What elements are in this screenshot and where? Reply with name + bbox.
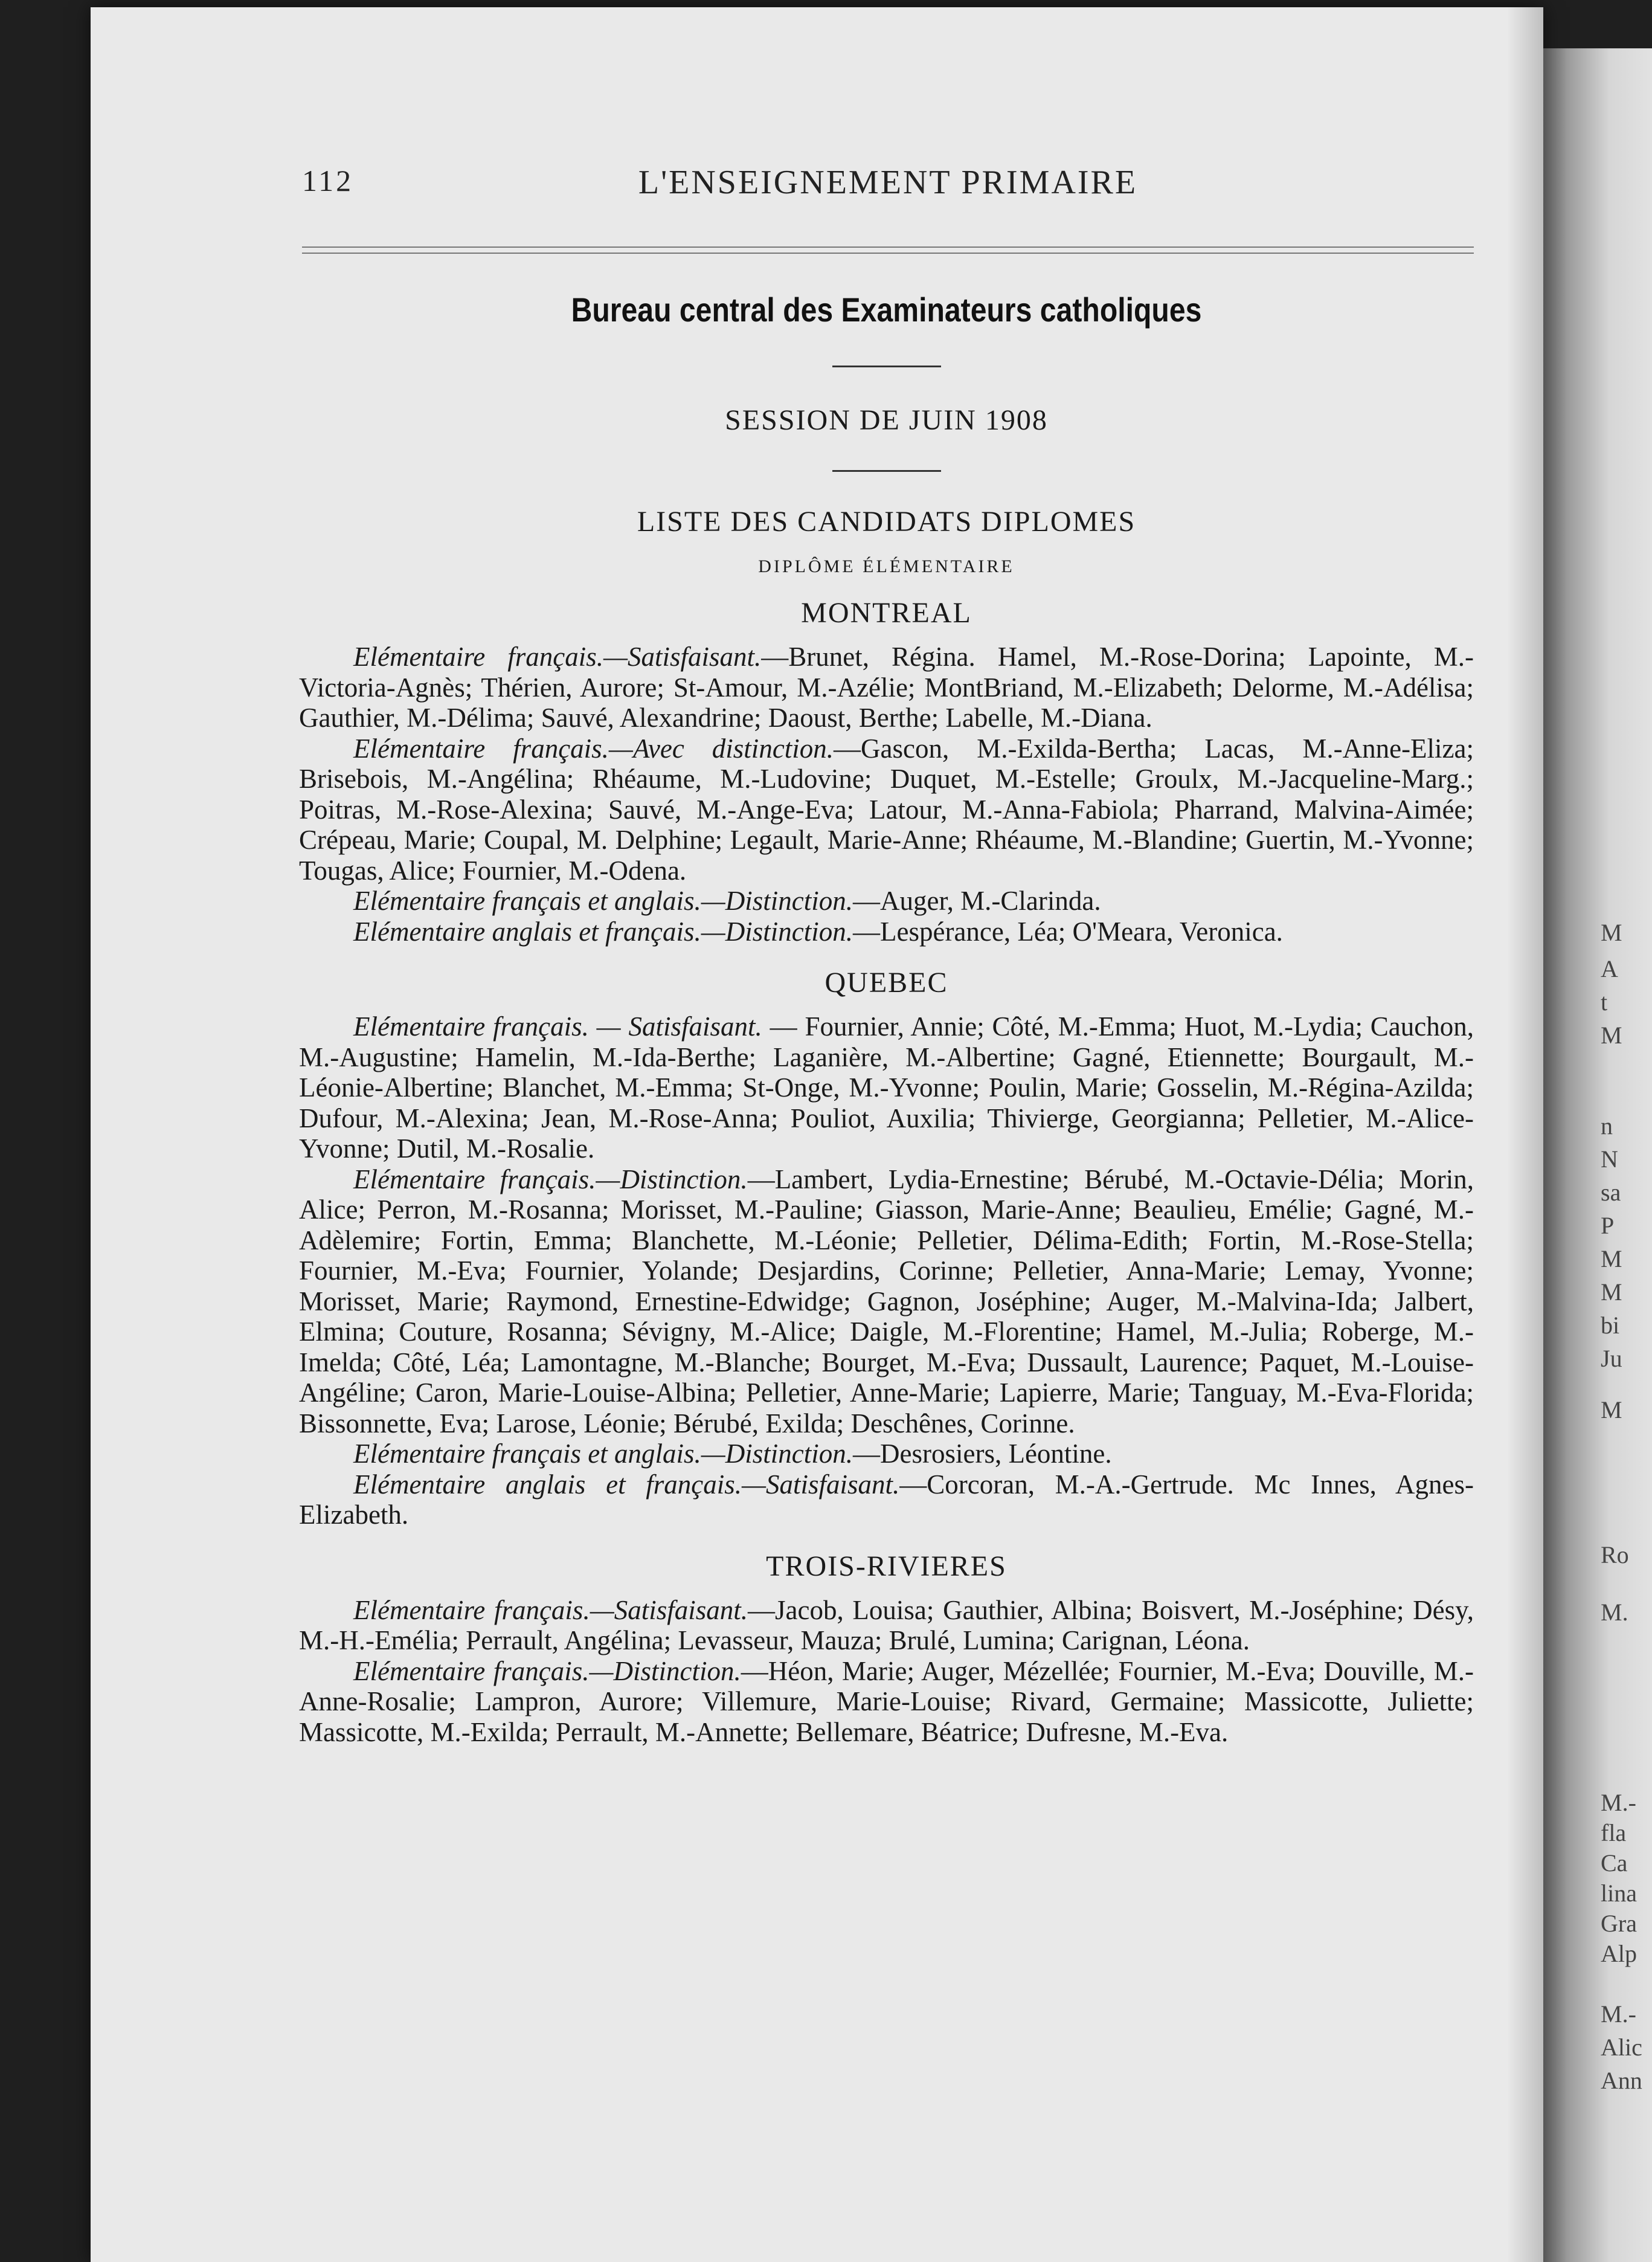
list-title: LISTE DES CANDIDATS DIPLOMES [637, 506, 1136, 538]
entry-names: —Desrosiers, Léontine. [853, 1439, 1112, 1469]
facing-fragment: Alic [1601, 2034, 1642, 2061]
list-entry [299, 733, 1474, 886]
facing-fragment: N [1601, 1146, 1618, 1173]
entry-names: —Brunet, Régina. Hamel, M.-Rose-Dorina; Lapointe, M.-Victoria-Agnès; Thérien, Aurore; St-Amour, M.-Azélie; MontBriand, M.-Elizabeth; Delorme, M.-Adélisa; Gauthier, M.-Délima; Sauvé, Alexandrine; Daoust, Berthe; Labelle, M.-Diana. [299, 642, 1474, 733]
facing-fragment: bi [1601, 1312, 1620, 1339]
entry-names: — Fournier, Annie; Côté, M.-Emma; Huot, M.-Lydia; Cauchon, M.-Augustine; Hamelin, M.-Ida-Berthe; Laganière, M.-Albertine; Gagné, Etiennette; Bourgault, M.-Léonie-Albertine; Blanchet, M.-Emma; St-Onge, M.-Yvonne; Poulin, Marie; Gosselin, M.-Régina-Azilda; Dufour, M.-Alexina; Jean, M.-Rose-Anna; Pouliot, Auxilia; Thivierge, Georgianna; Pelletier, M.-Alice-Yvonne; Dutil, M.-Rosalie. [299, 1011, 1474, 1164]
entry-names: —Corcoran, M.-A.-Gertrude. Mc Innes, Agnes-Elizabeth. [299, 1469, 1474, 1530]
facing-fragment: Gra [1601, 1910, 1637, 1937]
bureau-title: Bureau central des Examinateurs catholiques [571, 291, 1202, 329]
entry-category: Elémentaire anglais et français.—Satisfaisant. [353, 1469, 900, 1500]
facing-fragment: M.- [1601, 1789, 1636, 1816]
facing-fragment: M [1601, 919, 1622, 946]
city-heading-montreal: MONTREAL [801, 597, 972, 629]
main-content [299, 284, 1474, 1747]
list-entry [299, 1164, 1474, 1439]
facing-fragment: M. [1601, 1599, 1628, 1626]
facing-fragment: fla [1601, 1819, 1627, 1846]
facing-fragment: M.- [1601, 2000, 1636, 2028]
facing-fragment: M [1601, 1396, 1622, 1423]
entry-category: Elémentaire français.—Distinction. [353, 1164, 748, 1194]
entry-category: Elémentaire français et anglais.—Distinction. [353, 886, 853, 916]
facing-fragment: t [1601, 988, 1608, 1016]
list-entry [299, 886, 1474, 917]
facing-fragment: Ju [1601, 1345, 1622, 1372]
facing-fragment: Ca [1601, 1849, 1628, 1877]
entry-names: —Gascon, M.-Exilda-Bertha; Lacas, M.-Anne-Eliza; Brisebois, M.-Angélina; Rhéaume, M.-Ludovine; Duquet, M.-Estelle; Groulx, M.-Jacqueline-Marg.; Poitras, M.-Rose-Alexina; Sauvé, M.-Ange-Eva; Latour, M.-Anna-Fabiola; Pharrand, Malvina-Aimée; Crépeau, Marie; Coupal, M. Delphine; Legault, Marie-Anne; Rhéaume, M.-Blandine; Guertin, M.-Yvonne; Tougas, Alice; Fournier, M.-Odena. [299, 733, 1474, 886]
header-rule [302, 246, 1474, 254]
session-title: SESSION DE JUIN 1908 [725, 404, 1048, 436]
facing-fragment: A [1601, 955, 1618, 982]
list-entry [299, 917, 1474, 947]
list-entry [299, 1469, 1474, 1530]
facing-fragment: sa [1601, 1179, 1621, 1206]
facing-fragment: M [1601, 1278, 1622, 1306]
facing-fragment: Alp [1601, 1940, 1637, 1967]
facing-page-edge [1543, 48, 1652, 2262]
divider [832, 366, 941, 367]
entry-category: Elémentaire français.—Distinction. [353, 1655, 741, 1686]
page-number: 112 [302, 164, 354, 198]
facing-fragment: n [1601, 1112, 1613, 1139]
entry-category: Elémentaire français. — Satisfaisant. [353, 1011, 762, 1042]
facing-fragment: M [1601, 1245, 1622, 1272]
list-entry [299, 1595, 1474, 1656]
facing-fragment: M [1601, 1022, 1622, 1049]
running-title: L'ENSEIGNEMENT PRIMAIRE [638, 164, 1138, 201]
facing-fragment: P [1601, 1212, 1615, 1239]
entry-category: Elémentaire français et anglais.—Distinction. [353, 1439, 853, 1469]
divider [832, 470, 941, 472]
facing-fragment: lina [1601, 1880, 1637, 1907]
entry-category: Elémentaire français.—Avec distinction. [353, 733, 834, 764]
list-entry [299, 1439, 1474, 1469]
city-heading-quebec: QUEBEC [824, 967, 948, 999]
list-entry [299, 1011, 1474, 1164]
list-entry [299, 642, 1474, 733]
entry-category: Elémentaire anglais et français.—Distinction. [353, 916, 853, 947]
entry-names: —Lambert, Lydia-Ernestine; Bérubé, M.-Octavie-Délia; Morin, Alice; Perron, M.-Rosanna; Morisset, M.-Pauline; Giasson, Marie-Anne; Beaulieu, Emélie; Gagné, M.-Adèlemire; Fortin, Emma; Blanchette, M.-Léonie; Pelletier, Délima-Edith; Fortin, M.-Rose-Stella; Fournier, M.-Eva; Fournier, Yolande; Desjardins, Corinne; Pelletier, Anna-Marie; Lemay, Yvonne; Morisset, Marie; Raymond, Ernestine-Edwidge; Gagnon, Joséphine; Auger, M.-Malvina-Ida; Jalbert, Elmina; Couture, Rosanna; Sévigny, M.-Alice; Daigle, M.-Florentine; Hamel, M.-Julia; Roberge, M.-Imelda; Côté, Léa; Lamontagne, M.-Blanche; Bourget, M.-Eva; Dussault, Laurence; Paquet, M.-Louise-Angéline; Caron, Marie-Louise-Albina; Pelletier, Anne-Marie; Lapierre, Marie; Tanguay, M.-Eva-Florida; Bissonnette, Eva; Larose, Léonie; Bérubé, Exilda; Deschênes, Corinne. [299, 1164, 1474, 1439]
diploma-type: DIPLÔME ÉLÉMENTAIRE [758, 556, 1015, 576]
list-entry [299, 1656, 1474, 1748]
entry-names: —Lespérance, Léa; O'Meara, Veronica. [853, 916, 1283, 947]
facing-fragment: Ro [1601, 1541, 1629, 1568]
city-heading-trois-rivieres: TROIS-RIVIERES [766, 1550, 1007, 1582]
running-header [302, 163, 1474, 205]
entry-names: —Auger, M.-Clarinda. [853, 886, 1101, 916]
entry-category: Elémentaire français.—Satisfaisant. [353, 1594, 748, 1625]
entry-names: —Jacob, Louisa; Gauthier, Albina; Boisvert, M.-Joséphine; Désy, M.-H.-Emélia; Perrault, Angélina; Levasseur, Mauza; Brulé, Lumina; Carignan, Léona. [299, 1594, 1474, 1655]
entry-category: Elémentaire français.—Satisfaisant. [353, 642, 762, 672]
facing-fragment: Ann [1601, 2067, 1642, 2094]
entry-names: —Héon, Marie; Auger, Mézellée; Fournier, M.-Eva; Douville, M.-Anne-Rosalie; Lampron, Aurore; Villemure, Marie-Louise; Rivard, Germaine; Massicotte, Juliette; Massicotte, M.-Exilda; Perrault, M.-Annette; Bellemare, Béatrice; Dufresne, M.-Eva. [299, 1655, 1474, 1747]
